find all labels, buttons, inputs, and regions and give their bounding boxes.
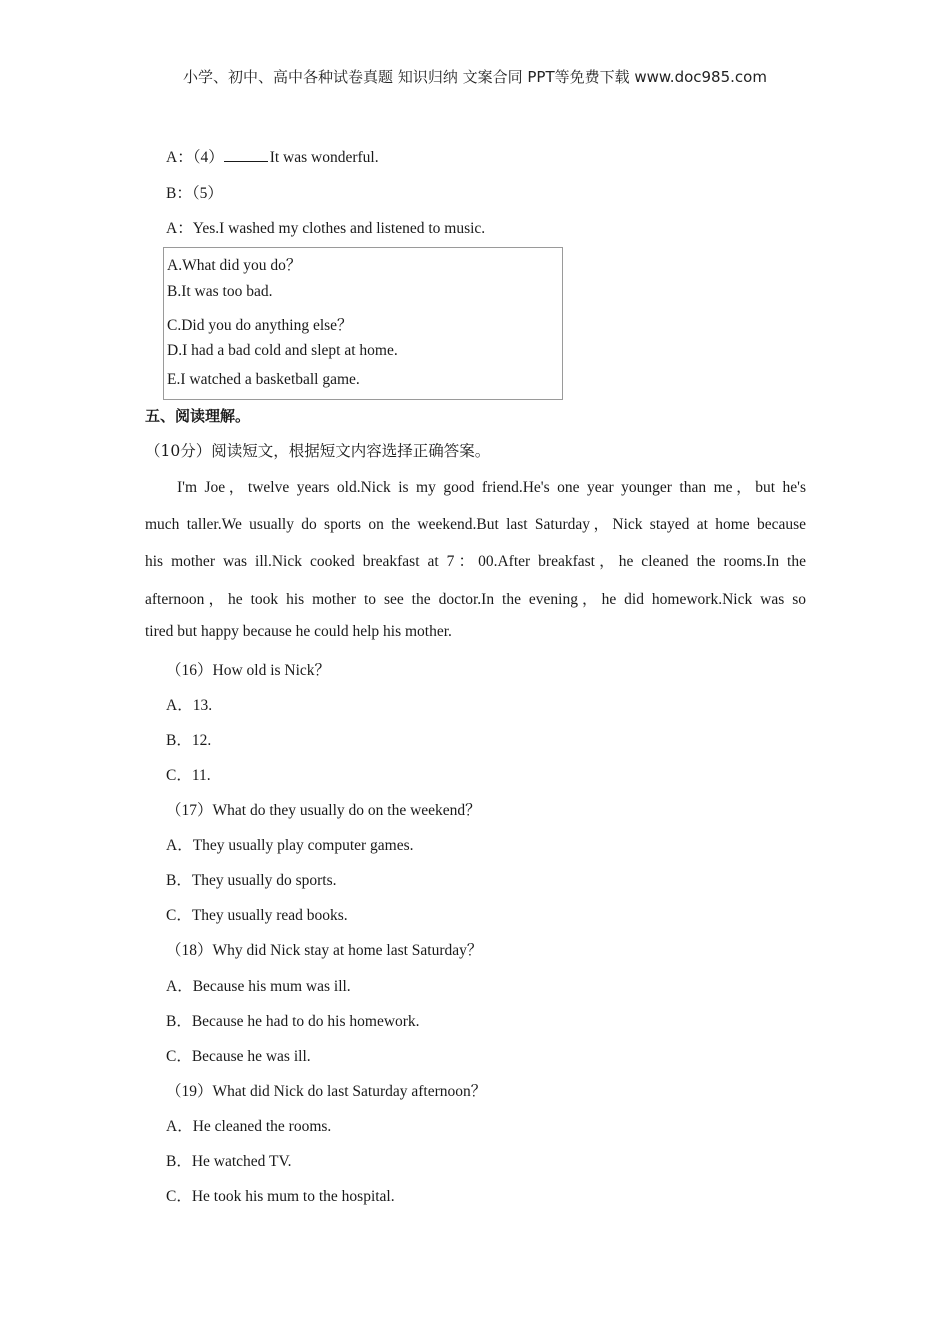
dialogue-prefix: B：（5） <box>166 185 223 202</box>
option-a: A.What did you do？ <box>167 257 302 274</box>
passage-line: his mother was ill.Nick cooked breakfast at 7：00.After breakfast，he cleaned the rooms.In the <box>145 553 806 570</box>
q18-option-b: B．Because he had to do his homework. <box>166 1013 420 1030</box>
question-17: （17）What do they usually do on the weekend？ <box>166 802 481 819</box>
options-box <box>163 247 563 400</box>
dialogue-line-4 <box>166 145 379 167</box>
dialogue-text: Yes.I washed my clothes and listened to music. <box>192 220 486 237</box>
passage-line: I'm Joe，twelve years old.Nick is my good friend.He's one year younger than me，but he's <box>177 479 806 496</box>
question-18: （18）Why did Nick stay at home last Saturday？ <box>166 942 483 959</box>
q16-option-b: B．12. <box>166 732 212 749</box>
q19-option-a: A．He cleaned the rooms. <box>166 1118 332 1135</box>
q18-option-c: C．Because he was ill. <box>166 1048 311 1065</box>
question-19: （19）What did Nick do last Saturday afternoon？ <box>166 1083 487 1100</box>
q16-option-a: A．13. <box>166 697 213 714</box>
q18-option-a: A．Because his mum was ill. <box>166 978 351 995</box>
dialogue-line-5 <box>166 181 223 203</box>
q17-option-c: C．They usually read books. <box>166 907 348 924</box>
dialogue-prefix: A： <box>166 220 193 237</box>
page-header: 小学、初中、高中各种试卷真题 知识归纳 文案合同 PPT等免费下载 www.doc985.com <box>183 68 767 86</box>
passage-line: afternoon，he took his mother to see the doctor.In the evening，he did homework.Nick was so <box>145 591 806 608</box>
option-d: D.I had a bad cold and slept at home. <box>167 342 398 359</box>
q19-option-c: C．He took his mum to the hospital. <box>166 1188 395 1205</box>
instruction: （10分）阅读短文，根据短文内容选择正确答案。 <box>145 442 491 460</box>
option-c: C.Did you do anything else？ <box>167 317 353 334</box>
answer-blank <box>224 147 268 162</box>
option-e: E.I watched a basketball game. <box>167 371 360 388</box>
q17-option-b: B．They usually do sports. <box>166 872 337 889</box>
option-b: B.It was too bad. <box>167 283 273 300</box>
dialogue-text: It was wonderful. <box>269 149 379 166</box>
passage-line: much taller.We usually do sports on the weekend.But last Saturday，Nick stayed at home because <box>145 516 806 533</box>
dialogue-prefix: A：（4） <box>166 149 224 166</box>
passage-line: tired but happy because he could help his mother. <box>145 623 452 640</box>
q17-option-a: A．They usually play computer games. <box>166 837 414 854</box>
q19-option-b: B．He watched TV. <box>166 1153 292 1170</box>
question-16: （16）How old is Nick？ <box>166 662 331 679</box>
q16-option-c: C．11. <box>166 767 211 784</box>
section-title: 五、阅读理解。 <box>145 407 251 425</box>
dialogue-line-answer <box>166 216 485 238</box>
